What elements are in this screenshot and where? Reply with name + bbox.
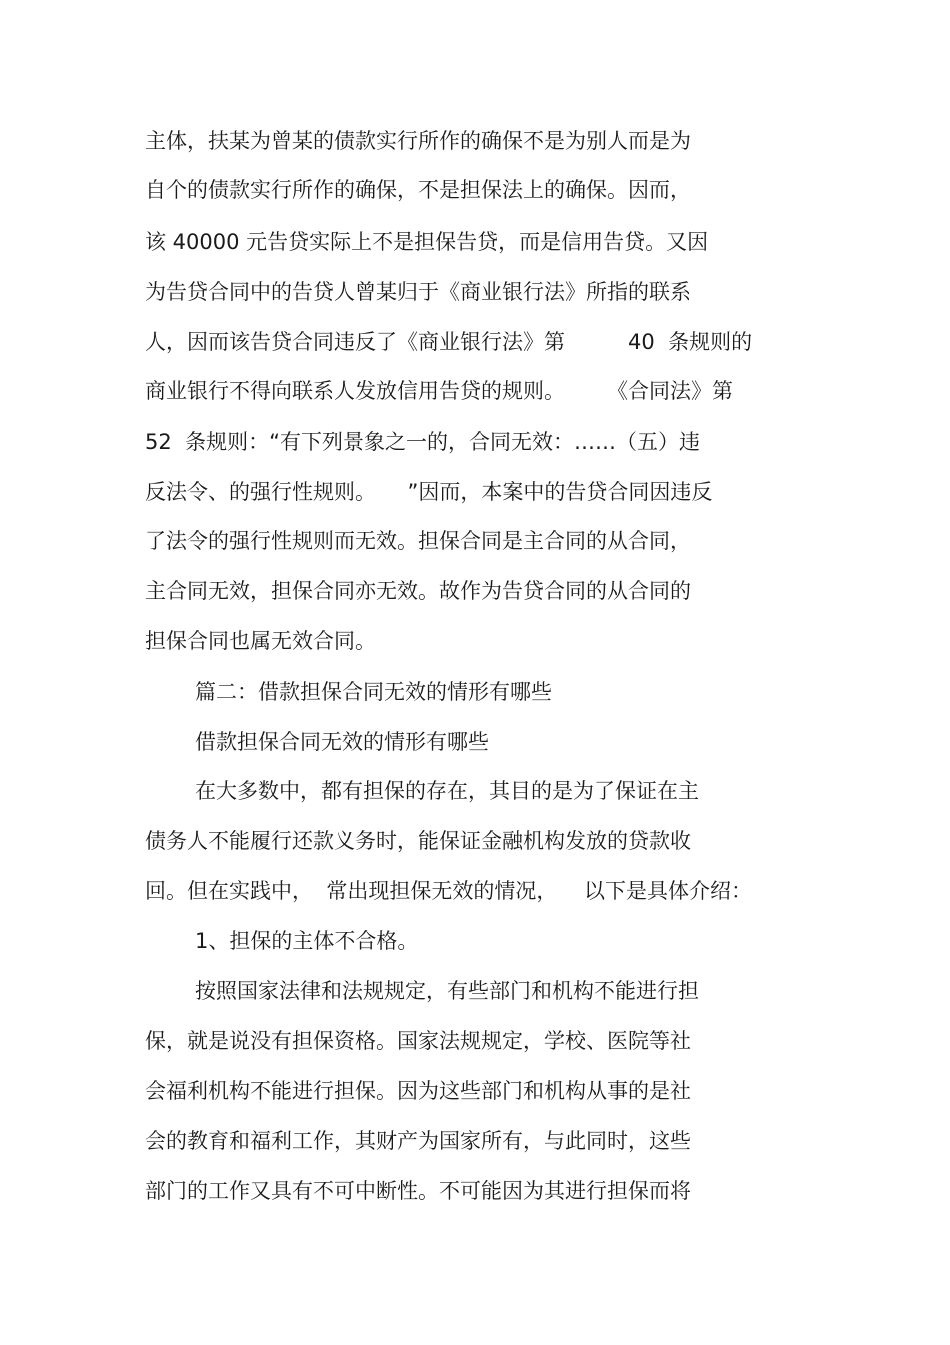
- text-line: 该 40000 元告贷实际上不是担保告贷，而是信用告贷。又因: [145, 230, 709, 254]
- text-line: 回。但在实践中， 常出现担保无效的情况， 以下是具体介绍：: [145, 879, 753, 903]
- text-line: 自个的债款实行所作的确保，不是担保法上的确保。因而，: [145, 178, 691, 202]
- list-item-heading: 1、担保的主体不合格。: [195, 929, 419, 953]
- text-line: 反法令、的强行性规则。 ”因而，本案中的告贷合同因违反: [145, 480, 713, 504]
- text-line: 商业银行不得向联系人发放信用告贷的规则。 《合同法》第: [145, 379, 733, 403]
- text-line: 部门的工作又具有不可中断性。不可能因为其进行担保而将: [145, 1179, 691, 1203]
- text-line: 债务人不能履行还款义务时，能保证金融机构发放的贷款收: [145, 829, 691, 853]
- section-title: 篇二：借款担保合同无效的情形有哪些: [195, 680, 552, 704]
- text-line: 主体，扶某为曾某的债款实行所作的确保不是为别人而是为: [145, 129, 691, 153]
- text-line: 52 条规则：“有下列景象之一的，合同无效：……（五）违: [145, 430, 700, 454]
- text-line: 在大多数中，都有担保的存在，其目的是为了保证在主: [195, 779, 699, 803]
- text-line: 人，因而该告贷合同违反了《商业银行法》第 40 条规则的: [145, 330, 753, 354]
- text-line: 会福利机构不能进行担保。因为这些部门和机构从事的是社: [145, 1079, 691, 1103]
- article-heading: 借款担保合同无效的情形有哪些: [195, 730, 489, 754]
- text-line: 会的教育和福利工作，其财产为国家所有，与此同时，这些: [145, 1129, 691, 1153]
- text-line: 按照国家法律和法规规定，有些部门和机构不能进行担: [195, 979, 699, 1003]
- text-line: 担保合同也属无效合同。: [145, 629, 376, 653]
- text-line: 为告贷合同中的告贷人曾某归于《商业银行法》所指的联系: [145, 280, 691, 304]
- text-line: 了法令的强行性规则而无效。担保合同是主合同的从合同，: [145, 529, 691, 553]
- text-line: 主合同无效，担保合同亦无效。故作为告贷合同的从合同的: [145, 579, 691, 603]
- text-line: 保，就是说没有担保资格。国家法规规定，学校、医院等社: [145, 1029, 691, 1053]
